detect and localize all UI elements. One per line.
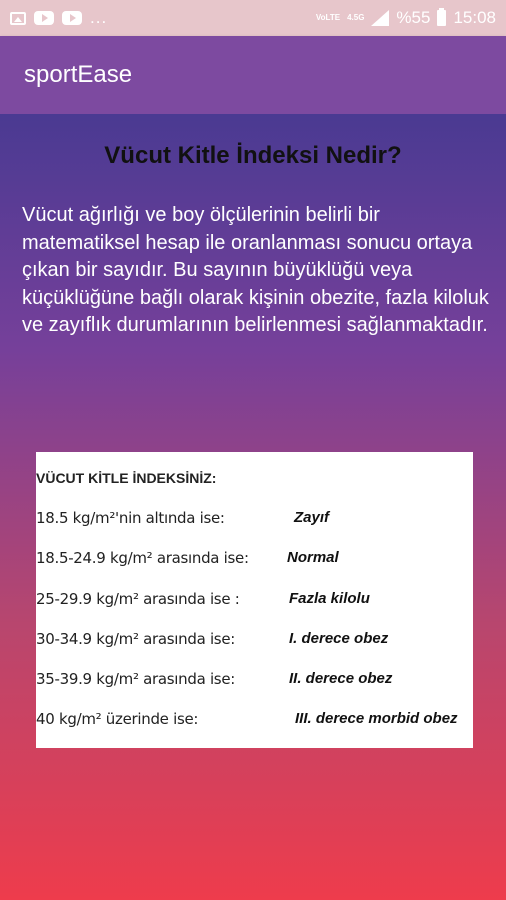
status-left: [10, 8, 107, 28]
bmi-table-image: [36, 452, 473, 748]
bmi-range: 35-39.9 kg/m² arasında ise:: [36, 670, 236, 688]
status-bar: [0, 0, 506, 36]
signal-icon: [371, 10, 389, 26]
description-paragraph: Vücut ağırlığı ve boy ölçülerinin belirli bir matematiksel hesap ile oranlanması sonucu ortaya çıkan bir sayıdır. Bu sayının büyüklüğü veya küçüklüğüne bağlı olarak kişinin obezite, fazla kiloluk ve zayıflık durumlarının belirlenmesi sağlanmaktadır.: [22, 204, 489, 336]
status-right: [316, 8, 496, 28]
bmi-range: 18.5 kg/m²'nin altında ise:: [36, 509, 225, 527]
battery-percent: %55: [396, 8, 431, 27]
bmi-row: [36, 509, 473, 531]
more-notifications-indicator: ...: [90, 8, 108, 27]
page-heading: Vücut Kitle İndeksi Nedir?: [104, 142, 402, 169]
bmi-class: I. derece obez: [289, 630, 389, 647]
volte-indicator: VoLTE: [315, 13, 341, 22]
app-title: sportEase: [24, 61, 133, 88]
bmi-class: Normal: [287, 549, 339, 566]
bmi-range: 30-34.9 kg/m² arasında ise:: [36, 630, 236, 648]
main-content[interactable]: [0, 114, 506, 900]
bmi-range: 40 kg/m² üzerinde ise:: [36, 710, 199, 728]
bmi-row: [36, 590, 473, 612]
bmi-range: 18.5-24.9 kg/m² arasında ise:: [36, 549, 249, 567]
youtube-notification-icon-2: [62, 11, 82, 25]
gallery-notification-icon: [10, 12, 26, 25]
bmi-table-title: VÜCUT KİTLE İNDEKSİNİZ:: [36, 470, 217, 486]
bmi-row: [36, 630, 473, 652]
bmi-class: Zayıf: [294, 509, 330, 526]
battery-icon: [437, 10, 446, 26]
bmi-row: [36, 710, 473, 732]
clock: 15:08: [453, 8, 496, 27]
youtube-notification-icon: [34, 11, 54, 25]
bmi-class: III. derece morbid obez: [295, 710, 458, 727]
app-bar: [0, 36, 506, 114]
bmi-range: 25-29.9 kg/m² arasında ise :: [36, 590, 240, 608]
bmi-class: II. derece obez: [289, 670, 393, 687]
network-gen-indicator: 4.5G: [347, 13, 365, 22]
bmi-class: Fazla kilolu: [289, 590, 370, 607]
bmi-row: [36, 670, 473, 692]
bmi-row: [36, 549, 473, 571]
